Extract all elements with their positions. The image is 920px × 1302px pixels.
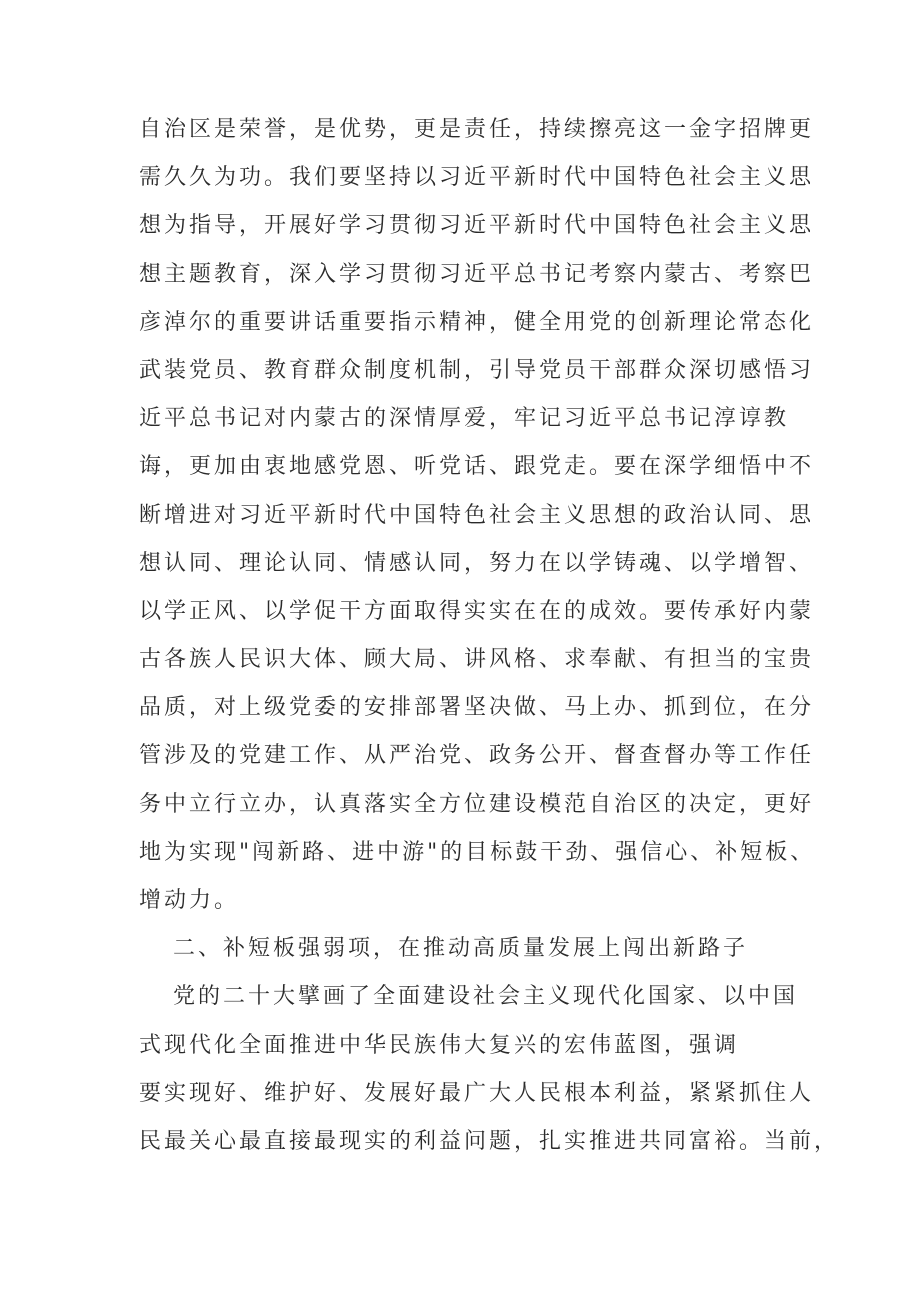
text-line: 近平总书记对内蒙古的深情厚爱，牢记习近平总书记淳谆教 [139,406,790,432]
text-line: 需久久为功。我们要坚持以习近平新时代中国特色社会主义思 [139,165,815,191]
text-line: 自治区是荣誉，是优势，更是责任，持续擦亮这一金字招牌更 [139,117,815,142]
text-line: 管涉及的党建工作、从严治党、政务公开、督查督办等工作任 [139,743,815,769]
text-line: 要实现好、维护好、发展好最广大人民根本利益，紧紧抓住人 [139,1080,815,1106]
text-line: 彦淖尔的重要讲话重要指示精神，健全用党的创新理论常态化 [139,309,815,335]
text-line-paragraph-start: 党的二十大擘画了全面建设社会主义现代化国家、以中国 [173,984,799,1010]
text-line: 增动力。 [139,888,240,913]
text-line: 民最关心最直接最现实的利益问题，扎实推进共同富裕。当前， [139,1128,840,1154]
text-line: 品质，对上级党委的安排部署坚决做、马上办、抓到位，在分 [139,695,815,721]
text-line: 地为实现"闯新路、进中游"的目标鼓干劲、强信心、补短板、 [139,839,816,865]
text-line: 诲，更加由衷地感党恩、听党话、跟党走。要在深学细悟中不 [139,454,815,480]
text-line: 式现代化全面推进中华民族伟大复兴的宏伟蓝图，强调 [139,1032,740,1058]
text-line: 想为指导，开展好学习贯彻习近平新时代中国特色社会主义思 [139,213,815,239]
text-line: 务中立行立办，认真落实全方位建设模范自治区的决定，更好 [139,791,815,817]
text-line: 武装党员、教育群众制度机制，引导党员干部群众深切感悟习 [139,357,815,383]
text-line: 想认同、理论认同、情感认同，努力在以学铸魂、以学增智、 [139,550,815,576]
section-heading: 二、补短板强弱项，在推动高质量发展上闯出新路子 [173,936,749,962]
text-line: 以学正风、以学促干方面取得实实在在的成效。要传承好内蒙 [139,598,815,624]
text-line: 古各族人民识大体、顾大局、讲风格、求奉献、有担当的宝贵 [139,647,815,673]
text-line: 断增进对习近平新时代中国特色社会主义思想的政治认同、思 [139,502,815,528]
body-text [139,106,840,1166]
text-line: 想主题教育，深入学习贯彻习近平总书记考察内蒙古、考察巴 [139,261,815,287]
